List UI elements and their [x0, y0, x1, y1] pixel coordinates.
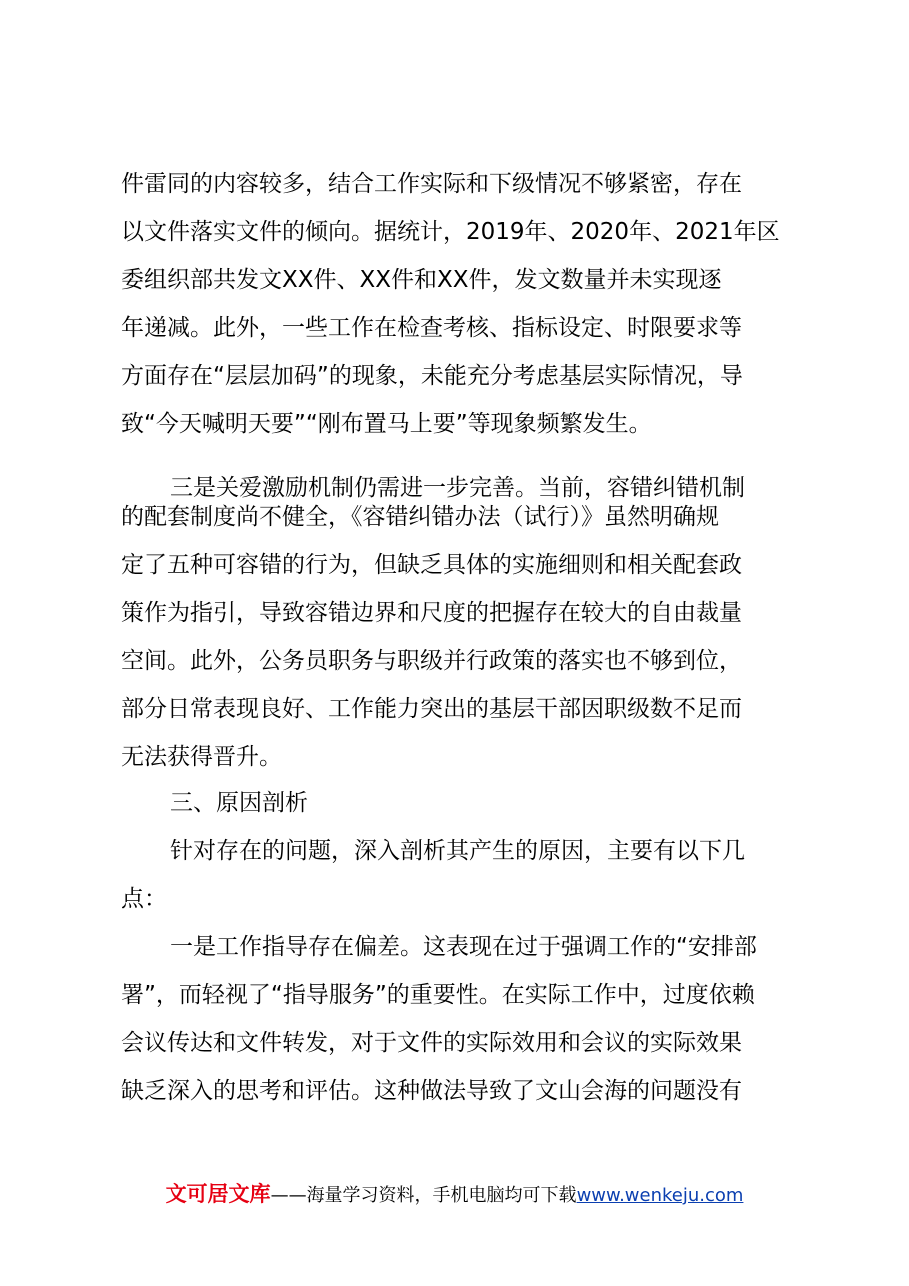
- footer-website-link[interactable]: www.wenkeju.com: [576, 1185, 744, 1206]
- paragraph-line: 委组织部共发文XX件、XX件和XX件，发文数量并未实现逐: [121, 267, 722, 293]
- paragraph-line: 一是工作指导存在偏差。这表现在过于强调工作的“安排部: [170, 934, 757, 960]
- paragraph-line: 针对存在的问题，深入剖析其产生的原因，主要有以下几: [170, 838, 745, 864]
- footer-bar: [0, 1178, 909, 1208]
- footer-slogan: ——海量学习资料，手机电脑均可下载: [270, 1185, 577, 1206]
- paragraph-line: 署”，而轻视了“指导服务”的重要性。在实际工作中，过度依赖: [121, 982, 755, 1008]
- paragraph-line: 件雷同的内容较多，结合工作实际和下级情况不够紧密，存在: [121, 171, 742, 197]
- paragraph-line: 策作为指引，导致容错边界和尺度的把握存在较大的自由裁量: [121, 600, 742, 626]
- footer-brand: 文可居文库: [165, 1182, 271, 1206]
- paragraph-line: 三是关爱激励机制仍需进一步完善。当前，容错纠错机制: [170, 475, 745, 501]
- paragraph-line: 以文件落实文件的倾向。据统计，2019年、2020年、2021年区: [121, 219, 780, 245]
- paragraph-line: 点：: [121, 886, 167, 912]
- paragraph-line: 年递减。此外，一些工作在检查考核、指标设定、时限要求等: [121, 315, 742, 341]
- paragraph-line: 会议传达和文件转发，对于文件的实际效用和会议的实际效果: [121, 1030, 742, 1056]
- paragraph-line: 的配套制度尚不健全，《容错纠错办法（试行）》虽然明确规: [121, 504, 719, 530]
- paragraph-line: 空间。此外，公务员职务与职级并行政策的落实也不够到位，: [121, 648, 742, 674]
- paragraph-line: 致“今天喊明天要”“刚布置马上要”等现象频繁发生。: [121, 411, 652, 437]
- paragraph-line: 定了五种可容错的行为，但缺乏具体的实施细则和相关配套政: [121, 552, 742, 578]
- paragraph-line: 无法获得晋升。: [121, 744, 282, 770]
- section-heading: 三、原因剖析: [170, 790, 308, 816]
- paragraph-line: 缺乏深入的思考和评估。这种做法导致了文山会海的问题没有: [121, 1078, 742, 1104]
- paragraph-line: 部分日常表现良好、工作能力突出的基层干部因职级数不足而: [121, 696, 742, 722]
- paragraph-line: 方面存在“层层加码”的现象，未能充分考虑基层实际情况，导: [121, 363, 743, 389]
